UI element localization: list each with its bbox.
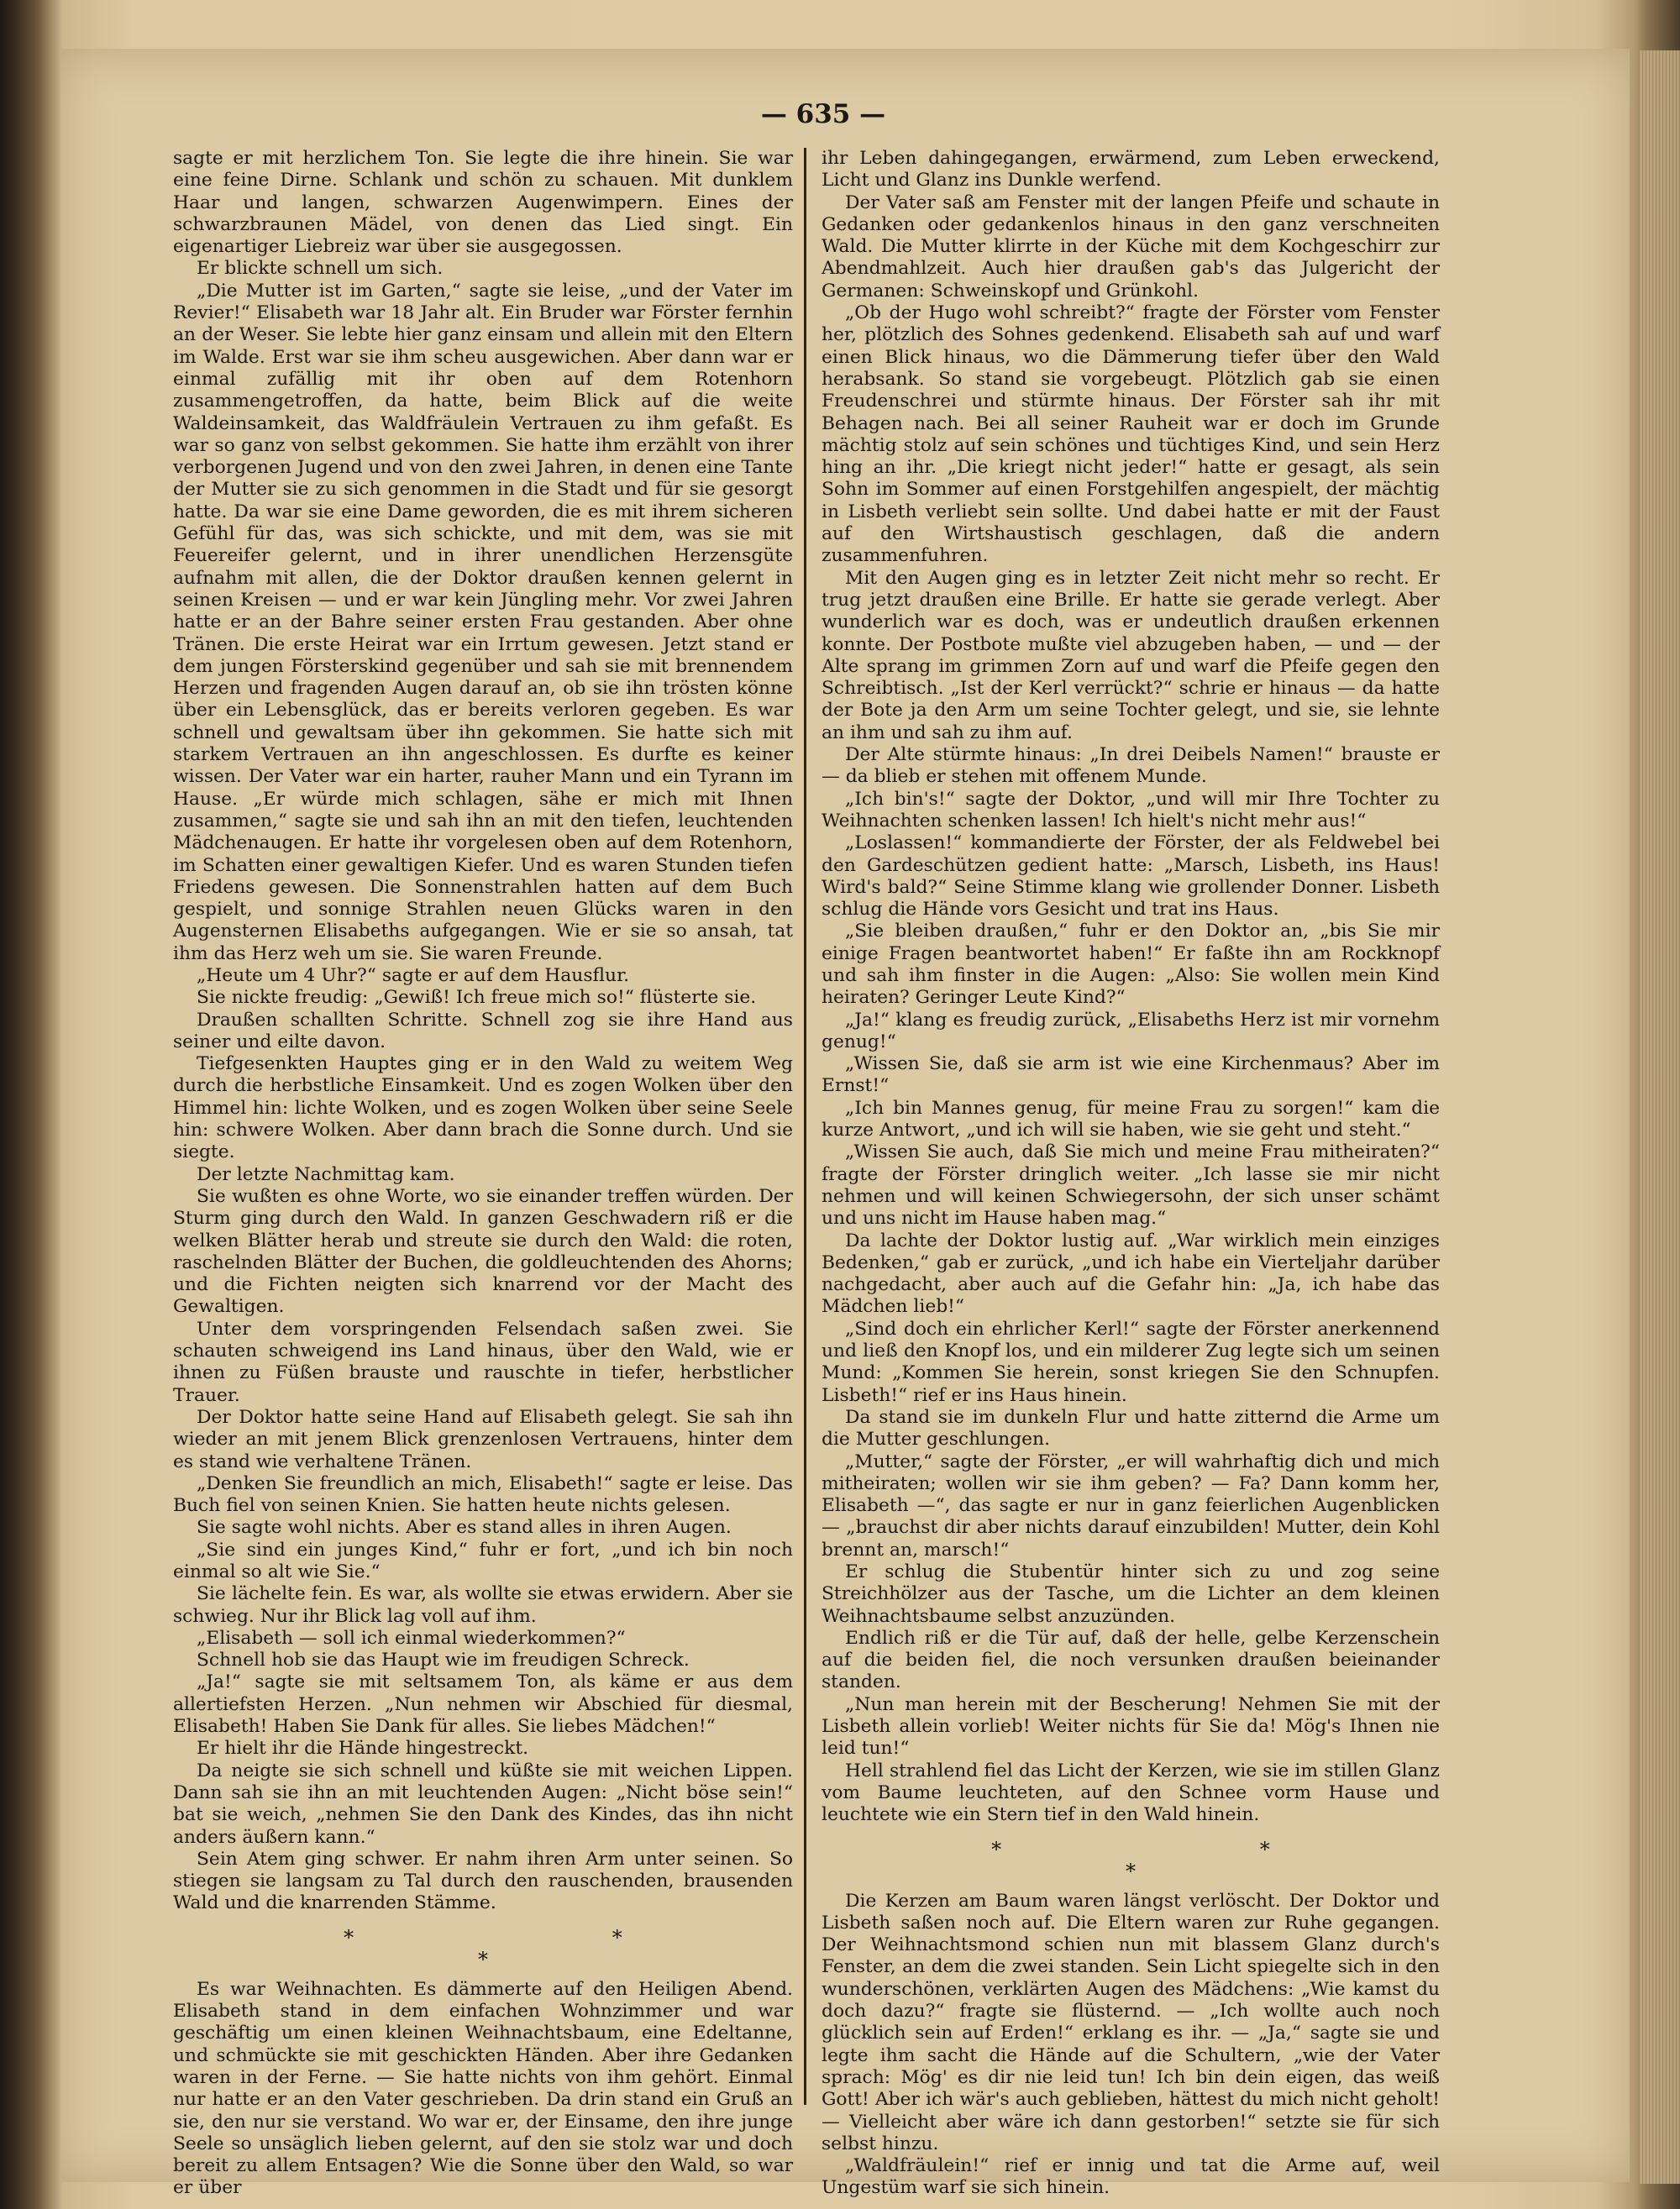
paragraph: Er blickte schnell um sich. <box>197 258 444 280</box>
paragraph: Es war Weihnachten. Es dämmerte auf den Heiligen Abend. Elisabeth stand in dem einfachen Wohnzimmer und war geschäftig um einen kleinen Weihnachtsbaum, eine Edeltanne, und schmückte sie mit geschickten Händen. Aber ihre Gedanken waren in der Ferne. — Sie hatte nichts von ihm gehört. Einmal nur hatte er an den Vater geschrieben. Da drin stand ein Gruß an sie, den nur sie verstand. Wo war er, der Einsame, den ihre junge Seele so unsäglich lieben gelernt, auf den sie stolz war und doch bereit zu allem Entsagen? Wie die Sonne über den Wald, so war er über <box>173 1978 793 2199</box>
paragraph: Der Vater saß am Fenster mit der langen Pfeife und schaute in Gedanken oder gedankenlos hinaus in den ganz verschneiten Wald. Die Mutter klirrte in der Küche mit dem Kochgeschirr zur Abendmahlzeit. Auch hier draußen gab's das Julgericht der Germanen: Schweinskopf und Grünkohl. <box>822 192 1440 302</box>
paragraph: „Denken Sie freundlich an mich, Elisabeth!“ sagte er leise. Das Buch fiel von seinen Knien. Sie hatten heute nichts gelesen. <box>173 1472 793 1517</box>
section-separator <box>822 1839 1440 1882</box>
right-column <box>822 148 1440 2200</box>
paragraph: „Waldfräulein!“ rief er innig und tat die Arme auf, weil Ungestüm warf sie sich hinein. <box>822 2155 1440 2199</box>
separator-stars-top: * * <box>344 1925 748 1949</box>
paragraph: „Sind doch ein ehrlicher Kerl!“ sagte der Förster anerkennend und ließ den Knopf los, und ein milderer Zug legte sich um seinen Mund: „Kommen Sie herein, sonst kriegen Sie den Schnupfen. Lisbeth!“ rief er ins Haus hinein. <box>822 1318 1440 1406</box>
paragraph: „Ich bin Mannes genug, für meine Frau zu sorgen!“ kam die kurze Antwort, „und ich will sie haben, wie sie geht und steht.“ <box>822 1097 1440 1141</box>
paragraph: „Ja!“ sagte sie mit seltsamem Ton, als käme er aus dem allertiefsten Herzen. „Nun nehmen wir Abschied für diesmal, Elisabeth! Haben Sie Dank für alles. Sie liebes Mädchen!“ <box>173 1671 793 1738</box>
paragraph: Draußen schallten Schritte. Schnell zog sie ihre Hand aus seiner und eilte davon. <box>173 1009 793 1052</box>
paragraph: „Die Mutter ist im Garten,“ sagte sie leise, „und der Vater im Revier!“ Elisabeth war 18 Jahr alt. Ein Bruder war Förster fernhin an der Weser. Sie lebte hier ganz einsam und allein mit den Eltern im Walde. Erst war sie ihm scheu ausgewichen. Aber dann war er einmal zufällig mit ihr oben auf dem Rotenhorn zusammengetroffen, da hatte, beim Blick auf die weite Waldeinsamkeit, das Waldfräulein Vertrauen zu ihm gefaßt. Es war so ganz von selbst gekommen. Sie hatte ihm erzählt von ihrer verborgenen Jugend und von den zwei Jahren, in denen eine Tante der Mutter sie zu sich genommen in die Stadt und für sie gesorgt hatte. Da war sie eine Dame geworden, die es mit ihrem sicheren Gefühl für das, was sich schickte, und mit dem, was sie mit Feuereifer gelernt, und in ihrer unendlichen Herzensgüte aufnahm mit allen, die der Doktor draußen kennen gelernt in seinen Kreisen — und er war kein Jüngling mehr. Vor zwei Jahren hatte er an der Bahre seiner ersten Frau gestanden. Aber ohne Tränen. Die erste Heirat war ein Irrtum gewesen. Jetzt stand er dem jungen Försterskind gegenüber und sah sie mit brennendem Herzen und fragenden Augen darauf an, ob sie ihn trösten könne über ein Lebensglück, das er bereits verloren gegeben. Es war schnell und gewaltsam über ihn gekommen. Sie hatte sich mit starkem Vertrauen an ihn angeschlossen. Es durfte es keiner wissen. Der Vater war ein harter, rauher Mann und ein Tyrann im Hause. „Er würde mich schlagen, sähe er mich mit Ihnen zusammen,“ sagte sie und sah ihn an mit den tiefen, leuchtenden Mädchenaugen. Er hatte ihr vorgelesen oben auf dem Rotenhorn, im Schatten einer gewaltigen Kiefer. Und es waren Stunden tiefen Friedens gewesen. Die Sonnenstrahlen hatten auf dem Buch gespielt, und sonnige Strahlen neuen Glücks waren in den Augensternen Elisabeths aufgegangen. Wie er sie so ansah, tat ihm das Herz weh um sie. Sie waren Freunde. <box>173 280 793 964</box>
paragraph: Unter dem vorspringenden Felsendach saßen zwei. Sie schauten schweigend ins Land hinaus, über den Wald, wie er ihnen zu Füßen brauste und rauschte in tiefer, herbstlicher Trauer. <box>173 1318 793 1406</box>
paragraph: ihr Leben dahingegangen, erwärmend, zum Leben erweckend, Licht und Glanz ins Dunkle werfend. <box>822 148 1440 192</box>
paragraph: „Ja!“ klang es freudig zurück, „Elisabeths Herz ist mir vornehm genug!“ <box>822 1009 1440 1052</box>
separator-stars-top: * * <box>991 1837 1396 1861</box>
paragraph: „Sie sind ein junges Kind,“ fuhr er fort, „und ich bin noch einmal so alt wie Sie.“ <box>173 1539 793 1582</box>
paragraph: Die Kerzen am Baum waren längst verlöscht. Der Doktor und Lisbeth saßen noch auf. Die Eltern waren zur Ruhe gegangen. Der Weihnachtsmond schien nun mit blassem Glanz durch's Fenster, an dem die zwei standen. Sein Licht spiegelte sich in den wunderschönen, verklärten Augen des Mädchens: „Wie kamst du doch dazu?“ fragte sie flüsternd. — „Ich wollte auch noch glücklich sein auf Erden!“ erklang es ihr. — „Ja,“ sagte sie und legte ihm sacht die Hände auf die Schultern, „wie der Vater sprach: Mög' es dir nie leid tun! Ich bin dein eigen, das weiß Gott! Aber ich wär's auch geblieben, hättest du mich nicht geholt! — Vielleicht aber wäre ich dann gestorben!“ setzte sie für sich selbst hinzu. <box>822 1890 1440 2154</box>
paragraph: Er schlug die Stubentür hinter sich zu und zog seine Streichhölzer aus der Tasche, um die Lichter an dem kleinen Weihnachtsbaume selbst anzuzünden. <box>822 1561 1440 1627</box>
page-number: — 635 — <box>760 99 886 129</box>
paragraph: „Wissen Sie auch, daß Sie mich und meine Frau mitheiraten?“ fragte der Förster dringlich weiter. „Ich lasse sie mir nicht nehmen und will keinen Schwiegersohn, der sich unser schämt und uns nicht im Hause haben mag.“ <box>822 1141 1440 1230</box>
paragraph: „Elisabeth — soll ich einmal wiederkommen?“ <box>197 1627 626 1649</box>
paragraph: Sie nickte freudig: „Gewiß! Ich freue mich so!“ flüsterte sie. <box>197 987 757 1009</box>
paragraph: sagte er mit herzlichem Ton. Sie legte die ihre hinein. Sie war eine feine Dirne. Schlank und schön zu schauen. Mit dunklem Haar und langen, schwarzen Augenwimpern. Eines der schwarzbraunen Mädel, von denen das Lied singt. Ein eigenartiger Liebreiz war über sie ausgegossen. <box>173 148 793 258</box>
paragraph: Mit den Augen ging es in letzter Zeit nicht mehr so recht. Er trug jetzt draußen eine Brille. Er hatte sie gerade verlegt. Aber wunderlich war es doch, was er undeutlich draußen erkennen konnte. Der Postbote mußte viel abzugeben haben, — und — der Alte sprang im grimmen Zorn auf und warf die Pfeife gegen den Schreibtisch. „Ist der Kerl verrückt?“ schrie er hinaus — da hatte der Bote ja den Arm um seine Tochter gelegt, und sie, sie lehnte an ihm und sah zu ihm auf. <box>822 567 1440 743</box>
paragraph: „Wissen Sie, daß sie arm ist wie eine Kirchenmaus? Aber im Ernst!“ <box>822 1053 1440 1097</box>
paragraph: Da neigte sie sich schnell und küßte sie mit weichen Lippen. Dann sah sie ihn an mit leuchtenden Augen: „Nicht böse sein!“ bat sie weich, „nehmen Sie den Dank des Kindes, das ihn nicht anders äußern kann.“ <box>173 1760 793 1848</box>
paragraph: Sie lächelte fein. Es war, als wollte sie etwas erwidern. Aber sie schwieg. Nur ihr Blick lag voll auf ihm. <box>173 1583 793 1627</box>
paragraph: „Heute um 4 Uhr?“ sagte er auf dem Hausflur. <box>197 964 630 986</box>
paragraph: Sie sagte wohl nichts. Aber es stand alles in ihren Augen. <box>197 1517 732 1539</box>
paragraph: „Ich bin's!“ sagte der Doktor, „und will mir Ihre Tochter zu Weihnachten schenken lassen! Ich hielt's nicht mehr aus!“ <box>822 788 1440 832</box>
paragraph: Der letzte Nachmittag kam. <box>197 1163 455 1185</box>
paragraph: Da lachte der Doktor lustig auf. „War wirklich mein einziges Bedenken,“ gab er zurück, „und ich habe ein Vierteljahr darüber nachgedacht, aber auch auf die Gefahr hin: „Ja, ich habe das Mädchen lieb!“ <box>822 1230 1440 1318</box>
section-separator <box>173 1927 793 1970</box>
paragraph: „Sie bleiben draußen,“ fuhr er den Doktor an, „bis Sie mir einige Fragen beantwortet haben!“ Er faßte ihn am Rockknopf und sah ihm finster in die Augen: „Also: Sie wollen mein Kind heiraten? Geringer Leute Kind?“ <box>822 921 1440 1009</box>
paragraph: Der Alte stürmte hinaus: „In drei Deibels Namen!“ brauste er — da blieb er stehen mit offenem Munde. <box>822 744 1440 788</box>
paragraph: „Loslassen!“ kommandierte der Förster, der als Feldwebel bei den Gardeschützen gedient hatte: „Marsch, Lisbeth, ins Haus! Wird's bald?“ Seine Stimme klang wie grollender Donner. Lisbeth schlug die Hände vors Gesicht und trat ins Haus. <box>822 832 1440 921</box>
paragraph: „Ob der Hugo wohl schreibt?“ fragte der Förster vom Fenster her, plötzlich des Sohnes gedenkend. Elisabeth sah auf und warf einen Blick hinaus, wo die Dämmerung tiefer über den Wald herabsank. So stand sie vorgebeugt. Plötzlich gab sie einen Freudenschrei und stürmte hinaus. Der Förster sah ihr mit Behagen nach. Bei all seiner Rauheit war er doch im Grunde mächtig stolz auf sein schönes und tüchtiges Kind, und sein Herz hing an ihr. „Die kriegt nicht jeder!“ hatte er gesagt, als sein Sohn im Sommer auf einen Forstgehilfen angespielt, der mächtig in Lisbeth verliebt sein sollte. Und dabei hatte er mit der Faust auf den Wirtshaustisch geschlagen, daß die andern zusammenfuhren. <box>822 302 1440 567</box>
separator-star-bottom: * <box>478 1947 488 1971</box>
paragraph: Hell strahlend fiel das Licht der Kerzen, wie sie im stillen Glanz vom Baume leuchteten, auf den Schnee vorm Hause und leuchtete wie ein Stern tief in den Wald hinein. <box>822 1760 1440 1826</box>
paragraph: Da stand sie im dunkeln Flur und hatte zitternd die Arme um die Mutter geschlungen. <box>822 1406 1440 1451</box>
page-edges <box>1640 50 1680 2184</box>
paragraph: Der Doktor hatte seine Hand auf Elisabeth gelegt. Sie sah ihn wieder an mit jenem Blick grenzenlosen Vertrauens, hinter dem es stand wie verhaltene Tränen. <box>173 1406 793 1472</box>
paragraph: Schnell hob sie das Haupt wie im freudigen Schreck. <box>197 1650 690 1671</box>
paragraph: „Nun man herein mit der Bescherung! Nehmen Sie mit der Lisbeth allein vorlieb! Weiter nichts für Sie da! Mög's Ihnen nie leid tun!“ <box>822 1693 1440 1760</box>
paragraph: Sein Atem ging schwer. Er nahm ihren Arm unter seinen. So stiegen sie langsam zu Tal durch den rauschenden, brausenden Wald und die knarrenden Stämme. <box>173 1848 793 1914</box>
column-divider <box>804 148 806 2105</box>
separator-star-bottom: * <box>1126 1859 1136 1883</box>
left-column <box>173 148 793 2200</box>
paragraph: Sie wußten es ohne Worte, wo sie einander treffen würden. Der Sturm ging durch den Wald. In ganzen Geschwadern riß er die welken Blätter herab und streute sie durch den Wald: die roten, raschelnden Blätter der Buchen, die goldleuchtenden des Ahorns; und die Fichten neigten sich knarrend vor der Macht des Gewaltigen. <box>173 1185 793 1318</box>
paragraph: Tiefgesenkten Hauptes ging er in den Wald zu weitem Weg durch die herbstliche Einsamkeit. Und es zogen Wolken über den Himmel hin: lichte Wolken, und es zogen Wolken über seine Seele hin: schwere Wolken. Aber dann brach die Sonne durch. Und sie siegte. <box>173 1053 793 1163</box>
paragraph: „Mutter,“ sagte der Förster, „er will wahrhaftig dich und mich mitheiraten; wollen wir sie ihm geben? — Fa? Dann komm her, Elisabeth —“, das sagte er nur in ganz feierlichen Augenblicken — „brauchst dir aber nichts darauf einzubilden! Mutter, dein Kohl brennt an, marsch!“ <box>822 1451 1440 1561</box>
paragraph: Endlich riß er die Tür auf, daß der helle, gelbe Kerzenschein auf die beiden fiel, die noch versunken draußen beieinander standen. <box>822 1627 1440 1693</box>
paragraph: Er hielt ihr die Hände hingestreckt. <box>197 1738 529 1760</box>
